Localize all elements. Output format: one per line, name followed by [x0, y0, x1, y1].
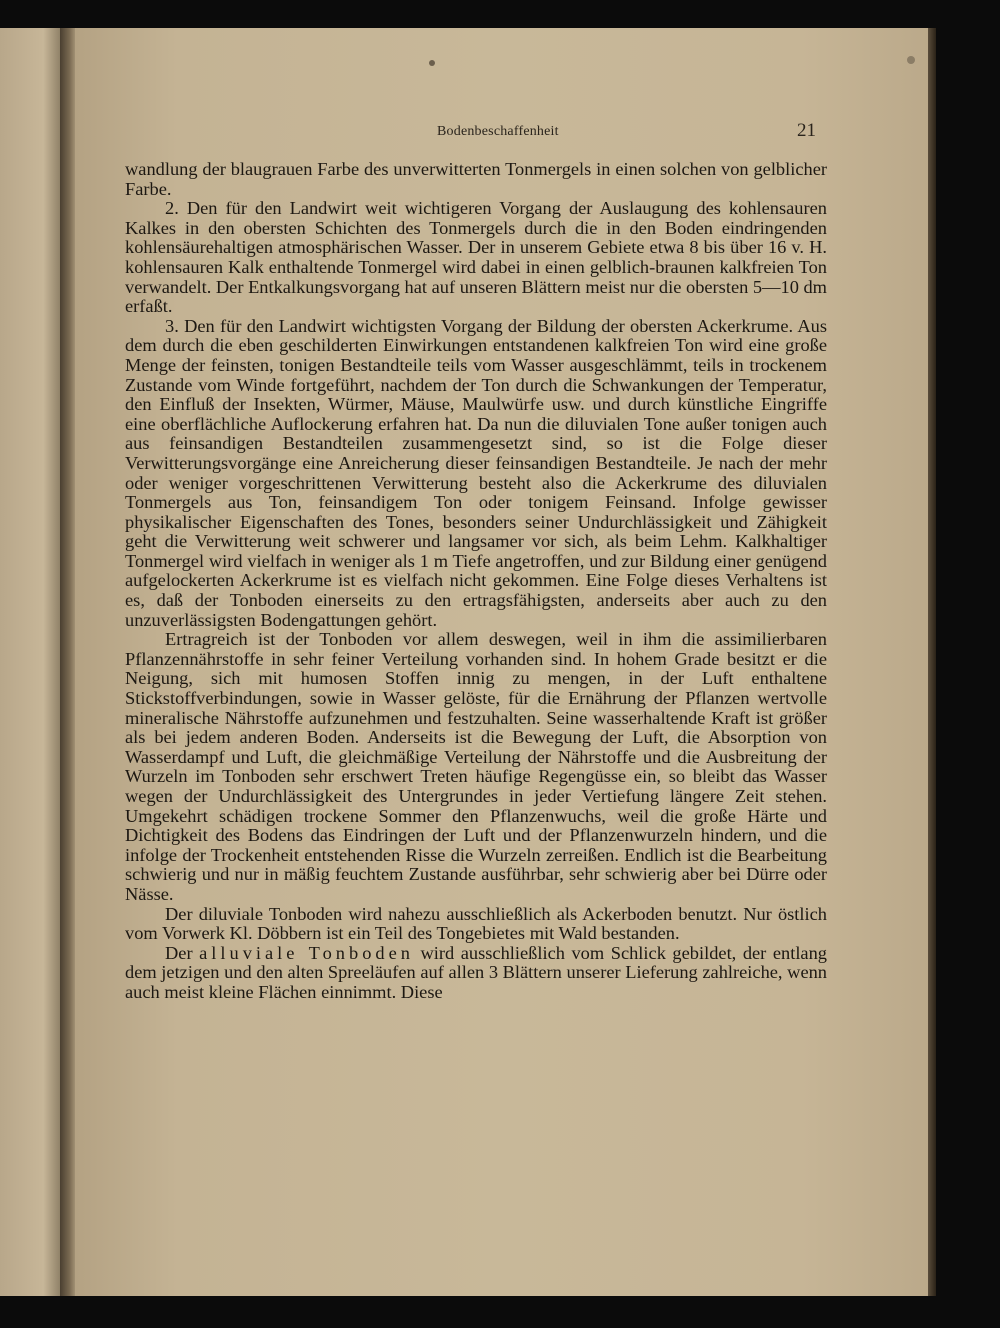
- paragraph-6-spaced-term: alluviale Tonboden: [199, 942, 414, 963]
- paragraph-6-rest: wird ausschließlich vom Schlick gebildet, der entlang dem jetzigen und den alten Spreeläufen auf allen 3 Blättern unserer Lieferung zahlreiche, wenn auch meist kleine Flächen einnimmt. Diese: [125, 942, 827, 1002]
- paper-speck: [907, 56, 915, 64]
- book-spine: [60, 28, 76, 1296]
- running-head: [75, 120, 930, 144]
- paragraph-4: Ertragreich ist der Tonboden vor allem deswegen, weil in ihm die assimilierbaren Pflanzennährstoffe in sehr feiner Verteilung vorhanden sind. In hohem Grade besitzt er die Neigung, sich mit humosen Stoffen innig zu mengen, in der Luft enthaltene Stickstoffverbindungen, sowie in Wasser gelöste, für die Ernährung der Pflanzen wertvolle mineralische Nährstoffe aufzunehmen und festzuhalten. Seine wasserhaltende Kraft ist größer als bei jedem anderen Boden. Anderseits ist die Bewegung der Luft, die Absorption von Wasserdampf und Luft, die gleichmäßige Verteilung der Nährstoffe und die Ausbreitung der Wurzeln im Tonboden sehr erschwert Treten häufige Regengüsse ein, so bleibt das Wasser wegen der Undurchlässigkeit des Untergrundes in jeder Vertiefung längere Zeit stehen. Umgekehrt schädigen trockene Sommer den Pflanzenwuchs, weil die große Härte und Dichtigkeit des Bodens das Eindringen der Luft und der Pflanzenwurzeln hindern, und die infolge der Trockenheit entstehenden Risse die Wurzeln zerreißen. Endlich ist die Bearbeitung schwierig und nur in mäßig feuchtem Zustande ausführbar, sehr schwierig aber bei Dürre oder Nässe.: [125, 629, 827, 904]
- paragraph-3: 3. Den für den Landwirt wichtigsten Vorgang der Bildung der obersten Ackerkrume. Aus dem durch die eben geschilderten Einwirkungen entstandenen kalkfreien Ton wird eine große Menge der feinsten, tonigen Bestandteile teils vom Wasser ausgeschlämmt, teils in trockenem Zustande vom Winde fortgeführt, nachdem der Ton durch die Schwankungen der Temperatur, den Einfluß der Insekten, Würmer, Mäuse, Maulwürfe usw. und durch künstliche Eingriffe eine oberflächliche Auflockerung erfahren hat. Da nun die diluvialen Tone außer tonigen auch aus feinsandigen Bestandteilen zusammengesetzt sind, so ist die Folge dieser Verwitterungsvorgänge eine Anreicherung dieser feinsandigen Bestandteile. Je nach der mehr oder weniger vorgeschrittenen Verwitterung besteht also die Ackerkrume des diluvialen Tonmergels aus Ton, feinsandigem Ton oder tonigem Feinsand. Infolge gewisser physikalischer Eigenschaften des Tones, besonders seiner Undurchlässigkeit und Zähigkeit geht die Verwitterung weit schwerer und langsamer vor sich, als beim Lehm. Kalkhaltiger Tonmergel wird vielfach in weniger als 1 m Tiefe angetroffen, und zur Bildung einer genügend aufgelockerten Ackerkrume ist es vielfach nicht gekommen. Eine Folge dieses Verhaltens ist es, daß der Tonboden einerseits zu den ertragsfähigsten, anderseits aber auch zu den unzuverlässigsten Bodengattungen gehört.: [125, 315, 827, 630]
- body-text: [125, 160, 827, 1003]
- right-page-edge: [928, 28, 936, 1296]
- paragraph-6-lead: Der: [165, 942, 193, 963]
- paragraph-5: Der diluviale Tonboden wird nahezu ausschließlich als Ackerboden benutzt. Nur östlich vom Vorwerk Kl. Döbbern ist ein Teil des Tongebietes mit Wald bestanden.: [125, 903, 827, 944]
- paragraph-6: [125, 944, 827, 1003]
- paper-speck: [429, 60, 435, 66]
- paragraph-1: wandlung der blaugrauen Farbe des unverwitterten Tonmergels in einen solchen von gelblicher Farbe.: [125, 159, 827, 199]
- header-title: Bodenbeschaffenheit: [437, 124, 559, 139]
- page-number: 21: [797, 120, 816, 141]
- paragraph-2: 2. Den für den Landwirt weit wichtigeren Vorgang der Auslaugung des kohlensauren Kalkes in den obersten Schichten des Tonmergels durch die in den Boden eindringenden kohlensäurehaltigen atmosphärischen Wasser. Der in unserem Gebiete etwa 8 bis über 16 v. H. kohlensauren Kalk enthaltende Tonmergel wird dabei in einen gelblich-braunen kalkfreien Ton verwandelt. Der Entkalkungsvorgang hat auf unseren Blättern meist nur die obersten 5—10 dm erfaßt.: [125, 198, 827, 317]
- left-page-edge: [0, 28, 62, 1296]
